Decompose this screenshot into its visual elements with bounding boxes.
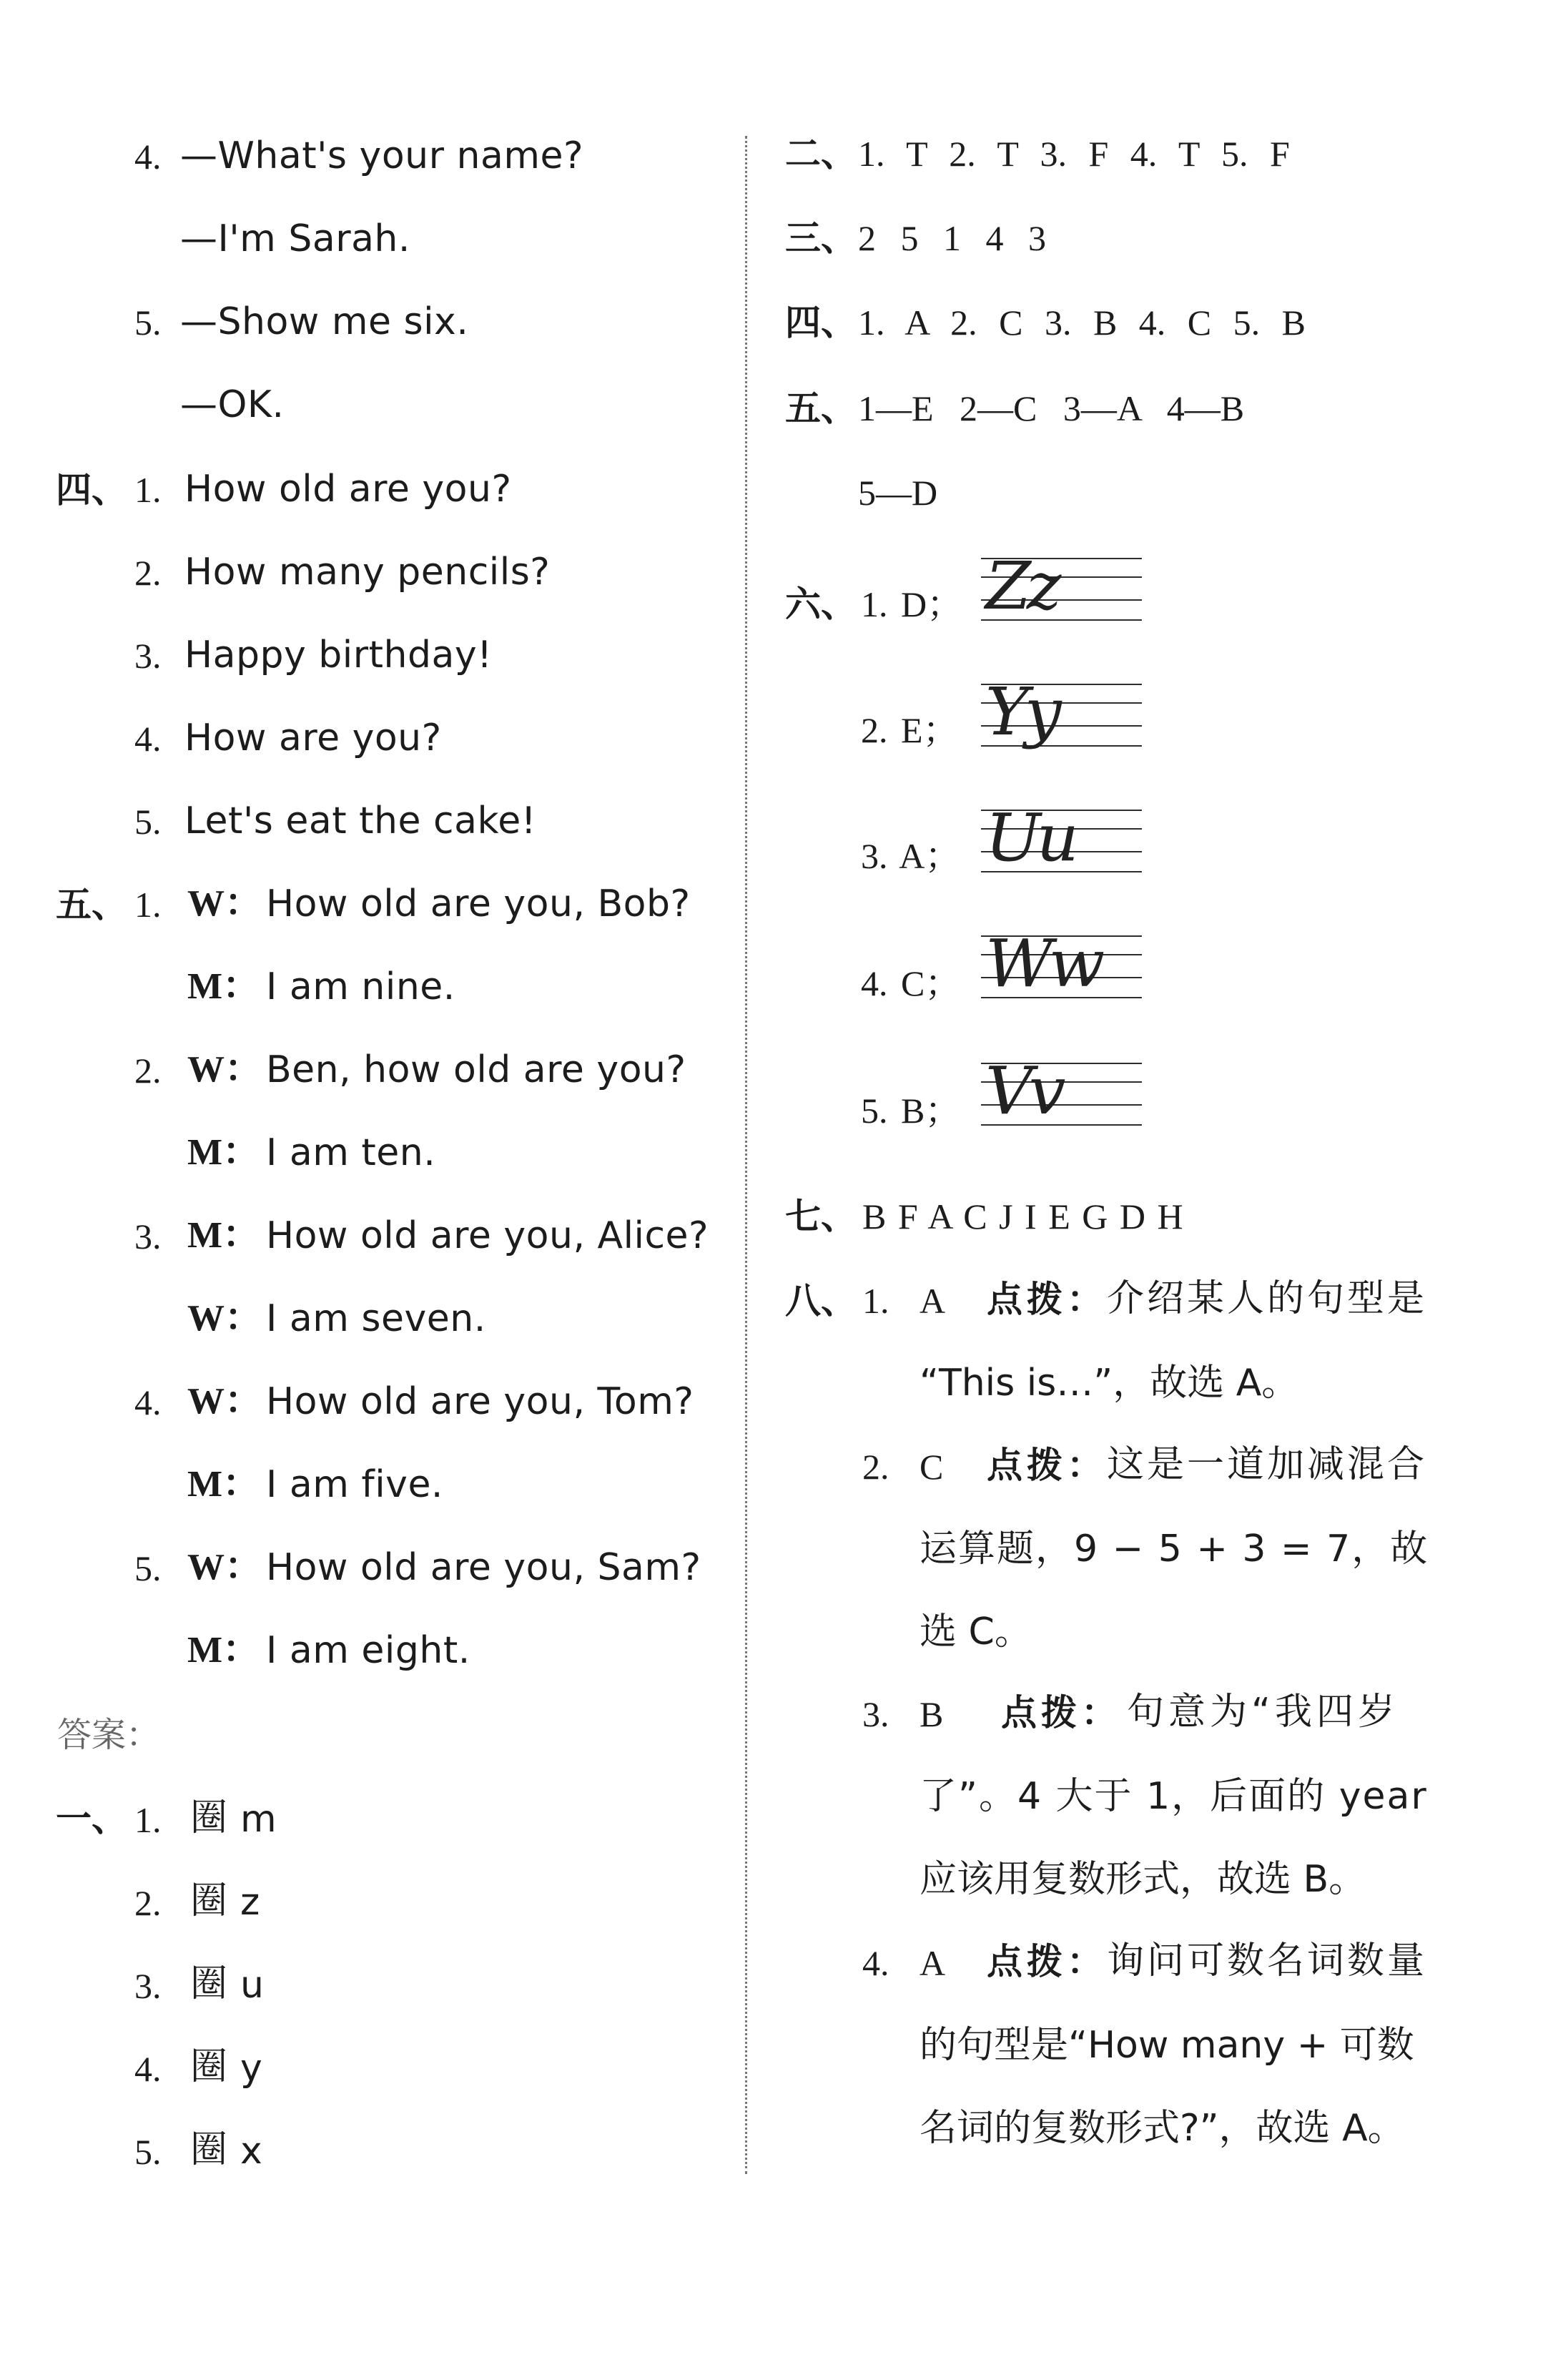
item-number: 3. [134, 636, 162, 676]
item-number: 4. [862, 1943, 889, 1983]
speaker-label: W： [187, 1381, 262, 1422]
handwritten-letters: Uu [985, 800, 1075, 876]
section-marker: 四、 [785, 302, 857, 343]
answer-letter: z [240, 1881, 260, 1924]
letter-match-label: 1. D； [861, 584, 963, 624]
handwritten-letters: Ww [985, 925, 1101, 1002]
item-number: 5. [134, 1548, 162, 1588]
explanation-line: 询问可数名词数量 [1107, 1939, 1428, 1982]
section-marker: 一、 [56, 1798, 127, 1839]
explanation-line: 选 C。 [920, 1611, 1032, 1653]
answer-row: 1. A 2. C 3. B 4. C 5. B [858, 303, 1306, 343]
hint-label: 点拨： [987, 1279, 1107, 1320]
explanation-line: 应该用复数形式，故选 B。 [920, 1858, 1366, 1901]
item-number: 1. [862, 1281, 889, 1321]
answer-letter: y [240, 2047, 263, 2090]
choice-answer: B [920, 1694, 944, 1734]
item-number: 2. [134, 1883, 162, 1923]
section-marker: 八、 [785, 1280, 857, 1322]
section-marker: 四、 [56, 469, 127, 511]
letter-match-label: 3. A； [861, 836, 961, 876]
sentence: How old are you? [184, 468, 512, 511]
item-number: 3. [134, 1216, 162, 1257]
answer-row-continued: 5—D [858, 473, 938, 513]
speaker-label: M： [187, 1464, 260, 1505]
answer-letter: u [240, 1964, 265, 2007]
speaker-label: W： [187, 1298, 262, 1339]
choice-answer: A [920, 1943, 946, 1983]
circle-instruction: 圈 [190, 1879, 228, 1922]
item-number: 2. [134, 1051, 162, 1091]
dialogue-line: —What's your name? [180, 134, 584, 177]
handwritten-letters: Yy [985, 674, 1058, 750]
sentence: Happy birthday! [184, 634, 493, 677]
speaker-label: W： [187, 883, 262, 924]
hint-label: 点拨： [987, 1445, 1107, 1486]
dialogue-line: I am ten. [266, 1131, 436, 1174]
dialogue-line: How old are you, Sam? [266, 1546, 701, 1589]
circle-instruction: 圈 [190, 2045, 228, 2088]
item-number: 4. [134, 1382, 162, 1422]
item-number: 3. [134, 1966, 162, 2006]
four-line-grid [981, 800, 1142, 876]
speaker-label: M： [187, 1630, 260, 1671]
circle-instruction: 圈 [190, 1962, 228, 2005]
item-number: 1. [134, 885, 162, 925]
item-number: 2. [134, 553, 162, 593]
handwritten-letters: Vv [985, 1053, 1062, 1129]
answer-row: 2 5 1 4 3 [858, 218, 1046, 258]
dialogue-line: How old are you, Bob? [266, 882, 691, 925]
dialogue-line: I am seven. [266, 1297, 486, 1340]
four-line-grid [981, 674, 1142, 750]
dialogue-line: I am five. [266, 1463, 443, 1506]
choice-answer: A [920, 1281, 946, 1321]
section-marker: 五、 [56, 884, 127, 925]
explanation-line: 运算题，9 − 5 + 3 = 7，故 [920, 1528, 1429, 1570]
answer-row: 1—E 2—C 3—A 4—B [858, 388, 1245, 428]
explanation-line: 这是一道加减混合 [1107, 1443, 1428, 1486]
item-number: 5. [134, 303, 162, 343]
letter-match-label: 5. B； [861, 1091, 961, 1131]
sentence: How are you? [184, 717, 442, 759]
hint-label: 点拨： [987, 1941, 1107, 1982]
item-number: 4. [134, 137, 162, 177]
four-line-grid [981, 1053, 1142, 1129]
answer-letter: x [240, 2130, 263, 2173]
explanation-line: 介绍某人的句型是 [1107, 1277, 1428, 1320]
item-number: 4. [134, 2049, 162, 2089]
speaker-label: M： [187, 966, 260, 1007]
answer-row: 1. T 2. T 3. F 4. T 5. F [858, 134, 1290, 174]
section-marker: 七、 [785, 1196, 857, 1237]
item-number: 4. [134, 719, 162, 759]
choice-answer: C [920, 1447, 944, 1487]
item-number: 2. [862, 1447, 889, 1487]
section-marker: 二、 [785, 133, 857, 174]
column-divider [745, 136, 747, 2174]
answer-row: B F A C J I E G D H [862, 1196, 1183, 1236]
handwritten-letters: Zz [985, 548, 1058, 624]
section-marker: 五、 [785, 388, 857, 429]
explanation-line: “This is…”，故选 A。 [920, 1362, 1299, 1405]
explanation-line: 名词的复数形式?”，故选 A。 [920, 2107, 1405, 2150]
sentence: Let's eat the cake! [184, 800, 537, 842]
dialogue-line: Ben, how old are you? [266, 1048, 686, 1091]
four-line-grid [981, 925, 1142, 1002]
dialogue-line: —Show me six. [180, 300, 469, 343]
speaker-label: M： [187, 1215, 260, 1256]
answer-letter: m [240, 1798, 277, 1841]
dialogue-line: —I'm Sarah. [180, 217, 410, 260]
item-number: 3. [862, 1694, 889, 1734]
dialogue-line: —OK. [180, 383, 285, 426]
item-number: 1. [134, 470, 162, 510]
dialogue-line: I am eight. [266, 1629, 470, 1672]
speaker-label: W： [187, 1049, 262, 1090]
item-number: 5. [134, 2132, 162, 2172]
answers-heading: 答案： [57, 1715, 161, 1755]
circle-instruction: 圈 [190, 1796, 228, 1839]
explanation-line: 句意为“我四岁 [1127, 1691, 1399, 1734]
item-number: 1. [134, 1800, 162, 1840]
speaker-label: W： [187, 1547, 262, 1588]
dialogue-line: I am nine. [266, 965, 455, 1008]
explanation-line: 了”。4 大于 1，后面的 year [920, 1775, 1428, 1818]
speaker-label: M： [187, 1132, 260, 1173]
hint-label: 点拨： [1001, 1692, 1121, 1734]
letter-match-label: 4. C； [861, 963, 961, 1003]
section-marker: 六、 [785, 584, 857, 625]
section-marker: 三、 [785, 217, 857, 259]
four-line-grid [981, 548, 1142, 624]
dialogue-line: How old are you, Tom? [266, 1380, 694, 1423]
dialogue-line: How old are you, Alice? [266, 1214, 709, 1257]
item-number: 5. [134, 802, 162, 842]
circle-instruction: 圈 [190, 2128, 228, 2171]
sentence: How many pencils? [184, 551, 551, 594]
letter-match-label: 2. E； [861, 710, 959, 750]
explanation-line: 的句型是“How many + 可数 [920, 2024, 1414, 2067]
